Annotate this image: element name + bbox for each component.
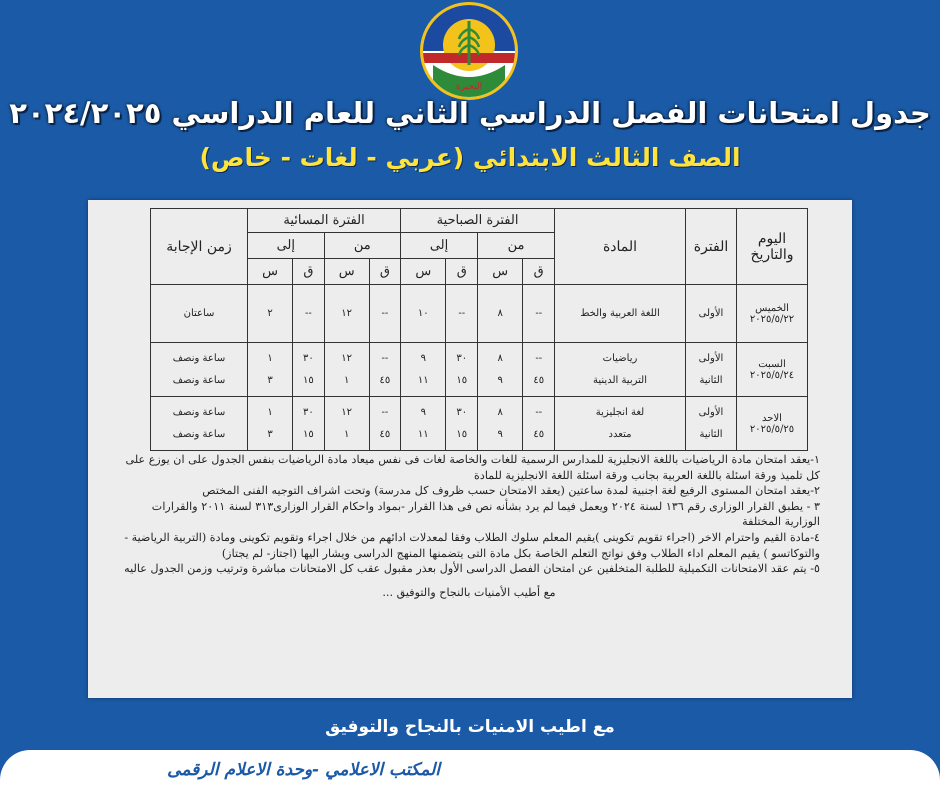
- table-row: [151, 343, 808, 397]
- page-subtitle: الصف الثالث الابتدائي (عربي - لغات - خاص): [199, 143, 741, 172]
- time-cell-value: ٨: [497, 307, 503, 319]
- governorate-logo: [420, 2, 518, 100]
- time-cell-value: ٤٥: [379, 428, 391, 440]
- time-cell: [369, 397, 400, 451]
- note-item: ٢-يعقد امتحان المستوى الرفيع لغة اجنبية لمدة ساعتين (يعقد الامتحان حسب ظروف كل مدرسة) وتحت اشراف التوجيه الفنى المختص: [202, 484, 820, 498]
- time-cell-value: ٣٠: [303, 406, 314, 418]
- duration-cell: [151, 343, 248, 397]
- header-subject: المادة: [555, 209, 686, 285]
- note-item: ٣ - يطبق القرار الوزارى رقم ١٣٦ لسنة ٢٠٢٤ ويعمل فيما لم يرد بشأنه نص فى هذا القرار -بمواد واحكام القرار الوزارى٣١٣ لسنة ٢٠١١ والقرارات الوزارية المختلفة: [151, 499, 820, 529]
- time-cell-value: ٣٠: [303, 352, 314, 364]
- subject-cell-value: رياضيات: [602, 352, 638, 364]
- time-cell-value: ١٥: [303, 428, 314, 440]
- time-cell-value: ١٠: [417, 307, 429, 319]
- time-cell: [369, 285, 400, 343]
- time-cell: [293, 285, 324, 343]
- subject-cell-value: متعدد: [608, 428, 632, 440]
- header-morning-to: إلى: [401, 233, 478, 259]
- exam-schedule-table: [150, 208, 808, 451]
- time-cell: [401, 285, 446, 343]
- exam-date: ٢٠٢٥/٥/٢٤: [749, 369, 795, 381]
- time-cell-value: ٤٥: [379, 374, 391, 386]
- time-cell-value: ٨: [497, 406, 503, 418]
- period-cell-value: الثانية: [699, 428, 723, 440]
- duration-cell-value: ساعتان: [183, 307, 215, 319]
- time-cell-value: ١٢: [341, 307, 353, 319]
- time-cell: [293, 343, 324, 397]
- exam-notes: [118, 452, 820, 600]
- time-cell-value: ٤٥: [533, 374, 545, 386]
- day-date-cell: [737, 285, 808, 343]
- time-cell: [478, 397, 523, 451]
- header-evening-from: من: [324, 233, 400, 259]
- logo-text: البحيرة: [455, 82, 483, 92]
- period-cell-value: الأولى: [698, 406, 724, 418]
- note-item: ٥- يتم عقد الامتحانات التكميلية للطلبة المتخلفين عن امتحان الفصل الدراسى الأول بعذر مقبول عقب كل الامتحانات مباشرة وترتيب وزمن الجدول عاليه: [124, 562, 820, 576]
- header-duration: زمن الإجابة: [151, 209, 248, 285]
- closing-wish: مع أطيب الأمنيات بالنجاح والتوفيق ...: [382, 585, 556, 599]
- time-cell-value: ١١: [417, 374, 429, 386]
- time-cell-value: --: [458, 307, 466, 319]
- time-cell: [446, 343, 478, 397]
- time-cell-value: --: [381, 307, 389, 319]
- day-name: السبت: [758, 358, 786, 370]
- media-office-label: المكتب الاعلامي -وحدة الاعلام الرقمى: [167, 760, 440, 780]
- duration-cell: [151, 285, 248, 343]
- table-row: [151, 397, 808, 451]
- period-cell: [686, 343, 737, 397]
- time-cell-value: --: [305, 307, 312, 319]
- time-cell: [401, 343, 446, 397]
- time-cell-value: --: [381, 352, 389, 364]
- header-evening: الفترة المسائية: [248, 209, 401, 233]
- time-cell-value: --: [381, 406, 389, 418]
- time-cell-value: ١٥: [456, 428, 468, 440]
- time-cell-value: ١: [343, 374, 350, 386]
- time-cell: [248, 285, 293, 343]
- period-cell-value: الأولى: [698, 307, 724, 319]
- page-title: جدول امتحانات الفصل الدراسي الثاني للعام الدراسي ٢٠٢٤/٢٠٢٥: [9, 96, 931, 130]
- time-cell: [248, 343, 293, 397]
- time-cell-value: ١٢: [341, 406, 353, 418]
- header-minute: ق: [293, 259, 324, 285]
- header-morning: الفترة الصباحية: [401, 209, 555, 233]
- period-cell: [686, 397, 737, 451]
- time-cell-value: ١: [267, 352, 273, 364]
- emblem-icon: [423, 5, 515, 97]
- header-hour: س: [401, 259, 446, 285]
- time-cell: [523, 343, 555, 397]
- time-cell: [324, 343, 369, 397]
- note-item: ١-يعقد امتحان مادة الرياضيات باللغة الانجليزية للمدارس الرسمية للغات والخاصة لغات فى نفس ميعاد مادة الرياضيات بنفس الجدول على ان يوزع على كل تلميذ ورقة اسئلة باللغة العربية بجانب ورقة اسئلة اللغة الانجليزية للمادة: [125, 453, 820, 482]
- time-cell: [324, 397, 369, 451]
- subject-cell: [555, 343, 686, 397]
- time-cell: [523, 397, 555, 451]
- time-cell-value: ١٥: [303, 374, 314, 386]
- table-row: [151, 285, 808, 343]
- time-cell-value: ٣٠: [456, 406, 468, 418]
- header-hour: س: [478, 259, 523, 285]
- footer-message: مع اطيب الامنيات بالنجاح والتوفيق: [325, 717, 615, 737]
- day-date-cell: [737, 343, 808, 397]
- schedule-document: [88, 200, 852, 698]
- subject-cell: [555, 285, 686, 343]
- duration-cell-value: ساعة ونصف: [172, 428, 226, 440]
- header-day-date: اليوم والتاريخ: [737, 209, 808, 285]
- time-cell: [478, 285, 523, 343]
- time-cell-value: --: [535, 406, 543, 418]
- time-cell-value: ١: [267, 406, 273, 418]
- day-date-cell: [737, 397, 808, 451]
- duration-cell-value: ساعة ونصف: [172, 406, 226, 418]
- time-cell-value: ٩: [497, 428, 503, 440]
- duration-cell-value: ساعة ونصف: [172, 352, 226, 364]
- header-hour: س: [248, 259, 293, 285]
- time-cell-value: ١٥: [456, 374, 468, 386]
- period-cell-value: الأولى: [698, 352, 724, 364]
- time-cell: [248, 397, 293, 451]
- header-minute: ق: [523, 259, 555, 285]
- time-cell-value: ٤٥: [533, 428, 545, 440]
- subject-cell-value: اللغة العربية والخط: [580, 307, 660, 319]
- time-cell-value: ٩: [497, 374, 503, 386]
- time-cell: [324, 285, 369, 343]
- period-cell-value: الثانية: [699, 374, 723, 386]
- header-period: الفترة: [686, 209, 737, 285]
- time-cell-value: ٩: [420, 352, 426, 364]
- time-cell: [478, 343, 523, 397]
- time-cell-value: --: [535, 352, 543, 364]
- exam-date: ٢٠٢٥/٥/٢٥: [749, 423, 795, 435]
- day-name: الخميس: [755, 302, 789, 314]
- time-cell-value: ٩: [420, 406, 426, 418]
- header-minute: ق: [446, 259, 478, 285]
- time-cell-value: ١٢: [341, 352, 353, 364]
- header-minute: ق: [369, 259, 400, 285]
- day-name: الاحد: [762, 412, 782, 424]
- time-cell: [369, 343, 400, 397]
- duration-cell: [151, 397, 248, 451]
- time-cell: [523, 285, 555, 343]
- note-item: ٤-مادة القيم واحترام الاخر (اجراء تقويم تكوينى )يقيم المعلم سلوك الطلاب وفقا لمعدلات ادائهم من خلال اجراء وتقويم تكوينى ومادة (التربية الرياضية - والتوكاتسو ) يقيم المعلم اداء الطلاب وفق نواتج التعلم الخاصة بكل مادة التى يتضمنها المنهج الدراسى ويشار اليها (اجتاز- لم يجتاز): [124, 530, 820, 560]
- time-cell-value: ٣٠: [456, 352, 468, 364]
- period-cell: [686, 285, 737, 343]
- header-hour: س: [324, 259, 369, 285]
- subject-cell-value: التربية الدينية: [593, 374, 647, 386]
- time-cell-value: ٣: [267, 374, 273, 386]
- time-cell-value: ٢: [267, 307, 273, 319]
- header-evening-to: إلى: [248, 233, 325, 259]
- time-cell-value: ٣: [267, 428, 273, 440]
- subject-cell-value: لغة انجليزية: [595, 406, 645, 418]
- time-cell-value: ٨: [497, 352, 503, 364]
- time-cell: [446, 397, 478, 451]
- header-morning-from: من: [478, 233, 555, 259]
- time-cell: [446, 285, 478, 343]
- time-cell-value: ١: [343, 428, 350, 440]
- time-cell: [401, 397, 446, 451]
- subject-cell: [555, 397, 686, 451]
- time-cell: [293, 397, 324, 451]
- time-cell-value: --: [535, 307, 543, 319]
- exam-date: ٢٠٢٥/٥/٢٢: [749, 313, 795, 325]
- time-cell-value: ١١: [417, 428, 429, 440]
- duration-cell-value: ساعة ونصف: [172, 374, 226, 386]
